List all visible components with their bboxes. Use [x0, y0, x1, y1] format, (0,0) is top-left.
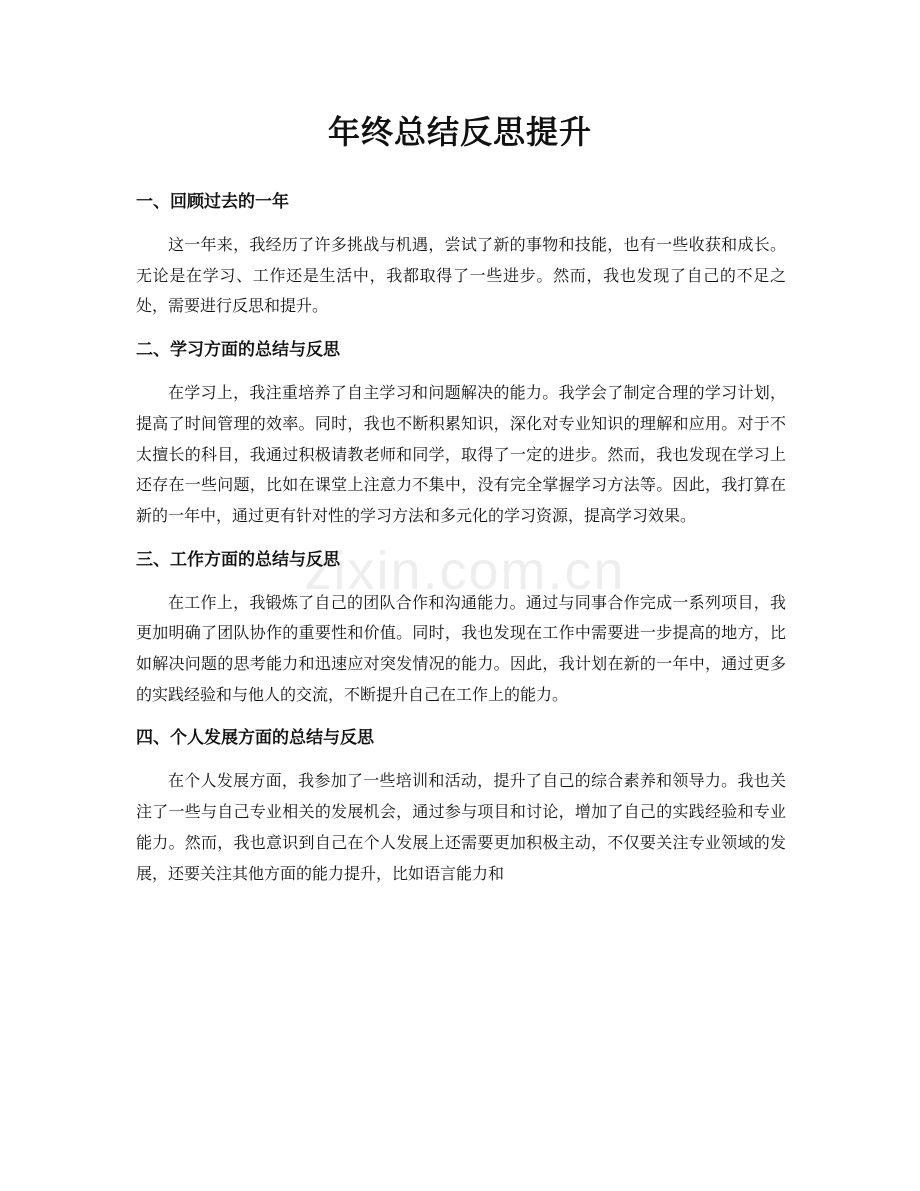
section-paragraph: 在学习上，我注重培养了自主学习和问题解决的能力。我学会了制定合理的学习计划，提高了时间管理的效率。同时，我也不断积累知识，深化对专业知识的理解和应用。对于不太擅长的科目，我通过积极请教老师和同学，取得了一定的进步。然而，我也发现在学习上还存在一些问题，比如在课堂上注意力不集中，没有完全掌握学习方法等。因此，我打算在新的一年中，通过更有针对性的学习方法和多元化的学习资源，提高学习效果。: [136, 383, 786, 525]
section-heading: 二、学习方面的总结与反思: [136, 340, 340, 361]
section-heading: 三、工作方面的总结与反思: [136, 549, 340, 570]
section-1: [136, 182, 786, 322]
section-3: [136, 540, 786, 711]
section-2: [136, 330, 786, 532]
section-4: [136, 718, 786, 889]
section-paragraph: 这一年来，我经历了许多挑战与机遇，尝试了新的事物和技能，也有一些收获和成长。无论是在学习、工作还是生活中，我都取得了一些进步。然而，我也发现了自己的不足之处，需要进行反思和提升。: [136, 235, 786, 316]
section-paragraph: 在个人发展方面，我参加了一些培训和活动，提升了自己的综合素养和领导力。我也关注了一些与自己专业相关的发展机会，通过参与项目和讨论，增加了自己的实践经验和专业能力。然而，我也意识到自己在个人发展上还需要更加积极主动，不仅要关注专业领域的发展，还要关注其他方面的能力提升，比如语言能力和: [136, 771, 786, 883]
section-heading: 一、回顾过去的一年: [136, 192, 289, 212]
section-heading: 四、个人发展方面的总结与反思: [136, 728, 374, 749]
watermark: zixin.com.cn: [304, 541, 626, 601]
document-title: 年终总结反思提升: [327, 113, 592, 151]
section-paragraph: 在工作上，我锻炼了自己的团队合作和沟通能力。通过与同事合作完成一系列项目，我更加明确了团队协作的重要性和价值。同时，我也发现在工作中需要进一步提高的地方，比如解决问题的思考能力和迅速应对突发情况的能力。因此，我计划在新的一年中，通过更多的实践经验和与他人的交流，不断提升自己在工作上的能力。: [136, 592, 786, 704]
document-body: [136, 182, 786, 897]
